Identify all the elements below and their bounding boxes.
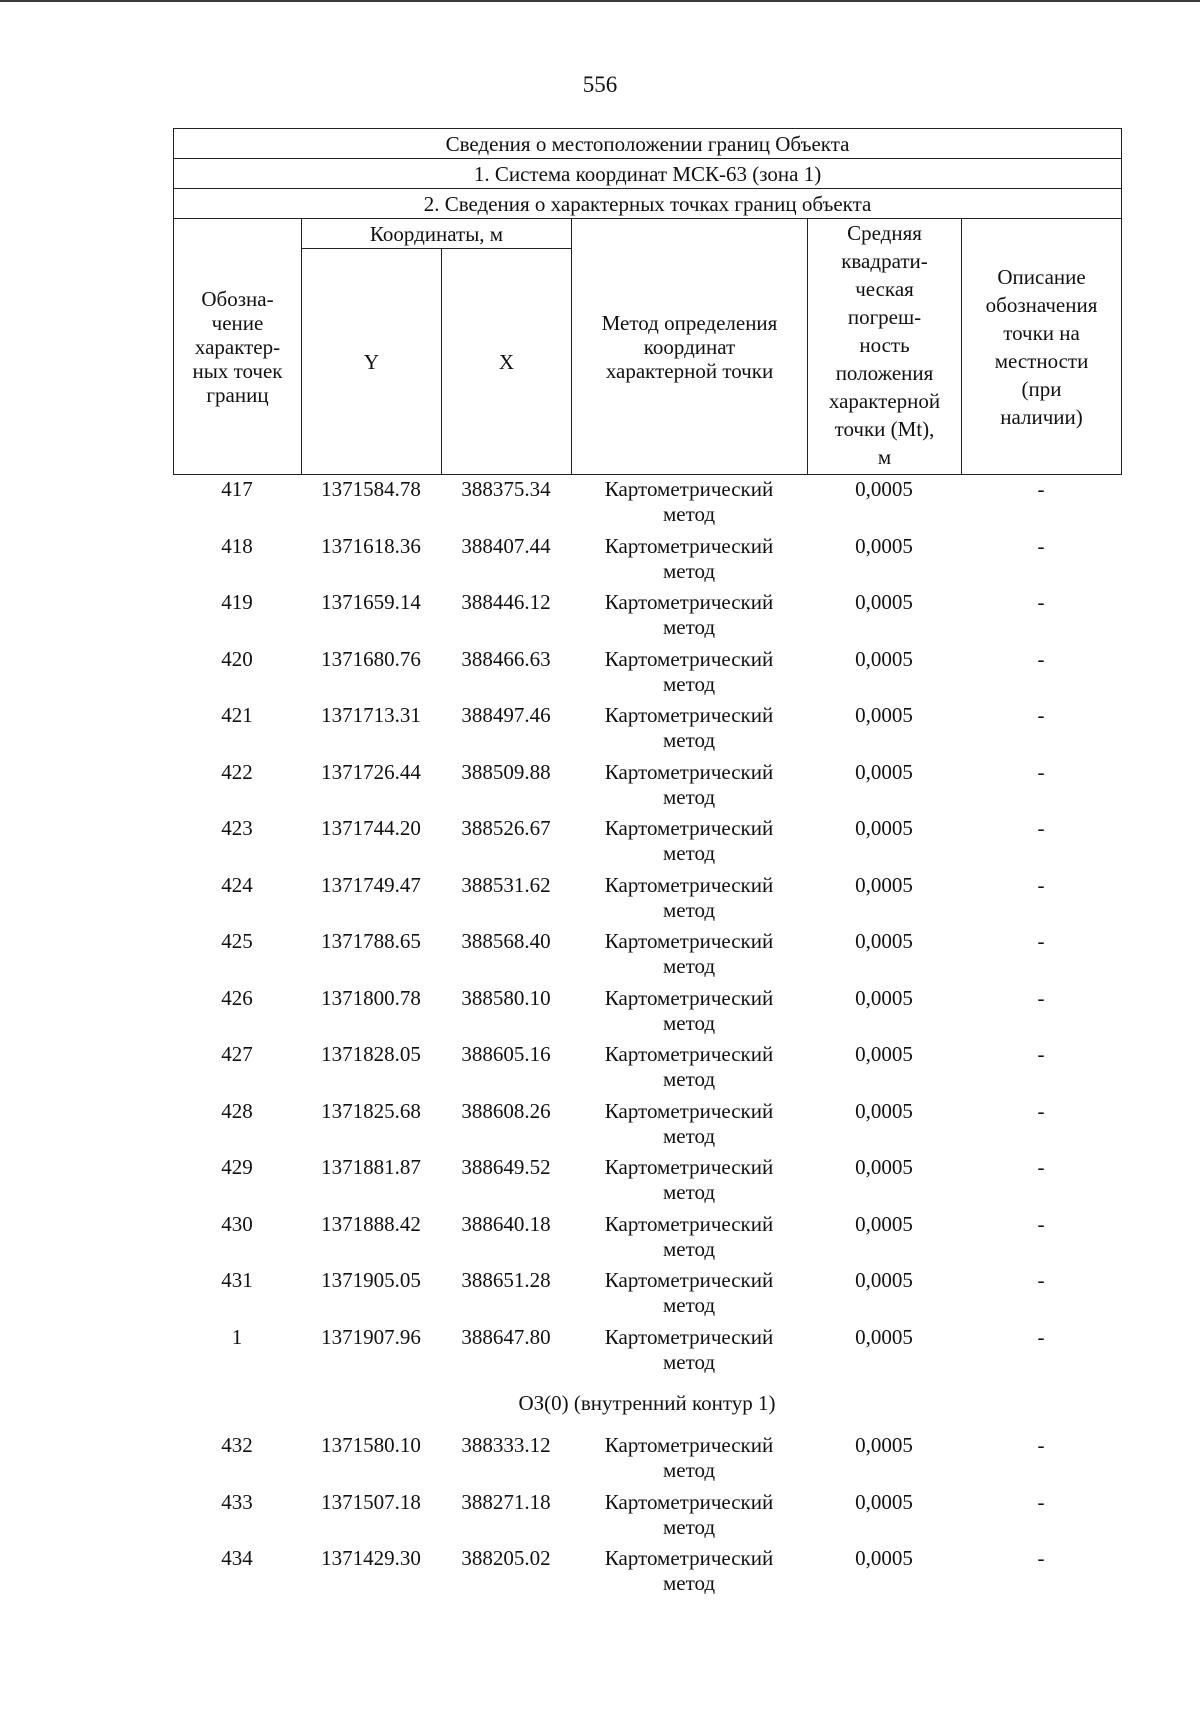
error-value: 0,0005 [855,872,913,897]
point-id: 417 [221,477,253,501]
table-row [173,873,1121,930]
header-error: Средняя квадрати- ческая погреш- ность положения характерной точки (Mt), м [808,219,962,475]
method-line2: метод [662,1180,716,1204]
method-line2: метод [662,841,716,865]
description: - [1037,816,1045,840]
method-line2: метод [662,615,716,639]
coord-x: 388205.02 [461,1546,551,1570]
method [571,1099,807,1156]
header-coordinates: Координаты, м [302,219,572,249]
method [571,647,807,704]
coord-y: 1371680.76 [321,646,421,671]
error-value: 0,0005 [855,477,913,501]
header-description: Описание обозначения точки на местности (при наличии) [962,219,1122,475]
point-id: 426 [221,985,253,1010]
method [571,703,807,760]
point-id: 422 [221,759,253,784]
coord-y: 1371507.18 [321,1489,421,1514]
method-line1: Картометрический [604,1098,774,1123]
coord-x: 388651.28 [461,1268,551,1292]
coord-y: 1371580.10 [321,1433,421,1457]
coord-x: 388375.34 [461,477,551,501]
method-line2: метод [662,954,716,978]
method-line2: метод [662,784,716,809]
point-id: 423 [221,816,253,840]
method-line1: Картометрический [604,533,774,558]
error-value: 0,0005 [855,1098,913,1123]
method-line1: Картометрический [604,759,774,784]
point-id: 420 [221,646,253,671]
error-value: 0,0005 [855,759,913,784]
coordinate-system-title: 1. Система координат МСК-63 (зона 1) [174,159,1122,189]
table-row [173,703,1121,760]
method-line2: метод [662,1293,716,1317]
coord-x: 388647.80 [461,1324,551,1349]
method-line1: Картометрический [604,985,774,1010]
method-line1: Картометрический [604,477,774,501]
method-line2: метод [662,728,716,752]
coord-y: 1371888.42 [321,1211,421,1236]
points-section-title: 2. Сведения о характерных точках границ объекта [174,189,1122,219]
method-line2: метод [662,1010,716,1035]
point-id: 429 [221,1155,253,1179]
table-row [173,929,1121,986]
method [571,590,807,647]
method-line1: Картометрический [604,1211,774,1236]
coord-x: 388608.26 [461,1098,551,1123]
coord-y: 1371907.96 [321,1324,421,1349]
method [571,534,807,591]
header-designation: Обозна- чение характер- ных точек границ [174,219,302,475]
coord-y: 1371713.31 [321,703,421,727]
table-row [173,1155,1121,1212]
coord-y: 1371788.65 [321,929,421,953]
header-table [173,128,1122,475]
method-line1: Картометрический [604,1324,774,1349]
table-row [173,1268,1121,1325]
error-value: 0,0005 [855,1211,913,1236]
coord-y: 1371800.78 [321,985,421,1010]
coord-y: 1371618.36 [321,533,421,558]
table-row [173,1490,1121,1547]
error-value: 0,0005 [855,1268,913,1292]
coord-x: 388333.12 [461,1433,551,1457]
coord-x: 388497.46 [461,703,551,727]
error-value: 0,0005 [855,1433,913,1457]
error-value: 0,0005 [855,1489,913,1514]
error-value: 0,0005 [855,929,913,953]
method-line2: метод [662,558,716,583]
scan-edge-line [0,0,1200,2]
method [571,1268,807,1325]
method-line2: метод [662,1571,716,1595]
table-row [173,1212,1121,1269]
point-id: 430 [221,1211,253,1236]
point-id: 434 [221,1546,253,1570]
coord-y: 1371828.05 [321,1042,421,1066]
method-line1: Картометрический [604,1489,774,1514]
description: - [1037,1211,1045,1236]
error-value: 0,0005 [855,985,913,1010]
method-line1: Картометрический [604,816,774,840]
table-title: Сведения о местоположении границ Объекта [174,129,1122,159]
method-line1: Картометрический [604,1155,774,1179]
table-row [173,1433,1121,1490]
description: - [1037,1098,1045,1123]
method-line1: Картометрический [604,646,774,671]
coord-x: 388640.18 [461,1211,551,1236]
table-row [173,1042,1121,1099]
method-line2: метод [662,502,716,526]
error-value: 0,0005 [855,590,913,614]
header-x: X [442,249,572,475]
method [571,760,807,817]
method [571,1325,807,1382]
method [571,986,807,1043]
table-row [173,1099,1121,1156]
coord-x: 388271.18 [461,1489,551,1514]
table-row [173,1325,1121,1382]
point-id: 424 [221,872,253,897]
coord-y: 1371881.87 [321,1155,421,1179]
method-line1: Картометрический [604,1268,774,1292]
table-row [173,477,1121,534]
description: - [1037,985,1045,1010]
error-value: 0,0005 [855,703,913,727]
description: - [1037,1155,1045,1179]
description: - [1037,872,1045,897]
description: - [1037,703,1045,727]
method [571,1433,807,1490]
method-line1: Картометрический [604,703,774,727]
error-value: 0,0005 [855,1155,913,1179]
coord-x: 388568.40 [461,929,551,953]
method-line2: метод [662,1236,716,1261]
points-table-body [173,477,1121,1603]
error-value: 0,0005 [855,1324,913,1349]
error-value: 0,0005 [855,646,913,671]
coord-y: 1371749.47 [321,872,421,897]
method [571,1212,807,1269]
coord-x: 388526.67 [461,816,551,840]
coord-y: 1371905.05 [321,1268,421,1292]
description: - [1037,1433,1045,1457]
coord-y: 1371584.78 [321,477,421,501]
error-value: 0,0005 [855,533,913,558]
method [571,1546,807,1603]
coord-x: 388446.12 [461,590,551,614]
description: - [1037,1324,1045,1349]
method [571,1155,807,1212]
description: - [1037,1268,1045,1292]
method-line2: метод [662,897,716,922]
description: - [1037,646,1045,671]
table-row [173,647,1121,704]
coord-y: 1371744.20 [321,816,421,840]
error-value: 0,0005 [855,1042,913,1066]
method [571,1042,807,1099]
method-line2: метод [662,1349,716,1374]
method-line1: Картометрический [604,929,774,953]
point-id: 419 [221,590,253,614]
description: - [1037,533,1045,558]
description: - [1037,1546,1045,1570]
method [571,1490,807,1547]
method-line1: Картометрический [604,1546,774,1570]
method [571,477,807,534]
method-line1: Картометрический [604,1042,774,1066]
error-value: 0,0005 [855,1546,913,1570]
coord-x: 388649.52 [461,1155,551,1179]
coord-x: 388407.44 [461,533,551,558]
coord-x: 388509.88 [461,759,551,784]
description: - [1037,477,1045,501]
header-method: Метод определения координат характерной точки [572,219,808,475]
point-id: 427 [221,1042,253,1066]
method-line2: метод [662,1123,716,1148]
coord-x: 388580.10 [461,985,551,1010]
point-id: 431 [221,1268,253,1292]
coord-x: 388466.63 [461,646,551,671]
point-id: 425 [221,929,253,953]
table-row [173,986,1121,1043]
coord-y: 1371825.68 [321,1098,421,1123]
page-number: 556 [582,72,618,97]
method-line1: Картометрический [604,872,774,897]
method-line2: метод [662,671,716,696]
coord-x: 388605.16 [461,1042,551,1066]
coord-y: 1371726.44 [321,759,421,784]
point-id: 421 [221,703,253,727]
table-row [173,816,1121,873]
description: - [1037,759,1045,784]
table-row [173,534,1121,591]
method [571,873,807,930]
method-line2: метод [662,1514,716,1539]
point-id: 418 [221,533,253,558]
coord-y: 1371659.14 [321,590,421,614]
point-id: 433 [221,1489,253,1514]
error-value: 0,0005 [855,816,913,840]
table-row [173,590,1121,647]
header-y: Y [302,249,442,475]
method-line1: Картометрический [604,1433,774,1457]
table-row [173,1546,1121,1603]
point-id: 428 [221,1098,253,1123]
coord-x: 388531.62 [461,872,551,897]
description: - [1037,1042,1045,1066]
method [571,929,807,986]
point-id: 432 [221,1433,253,1457]
table-row [173,760,1121,817]
coord-y: 1371429.30 [321,1546,421,1570]
description: - [1037,1489,1045,1514]
point-id: 1 [231,1324,243,1349]
method-line2: метод [662,1458,716,1482]
description: - [1037,590,1045,614]
method [571,816,807,873]
description: - [1037,929,1045,953]
method-line1: Картометрический [604,590,774,614]
method-line2: метод [662,1067,716,1091]
contour-label: ОЗ(0) (внутренний контур 1) [518,1391,776,1415]
